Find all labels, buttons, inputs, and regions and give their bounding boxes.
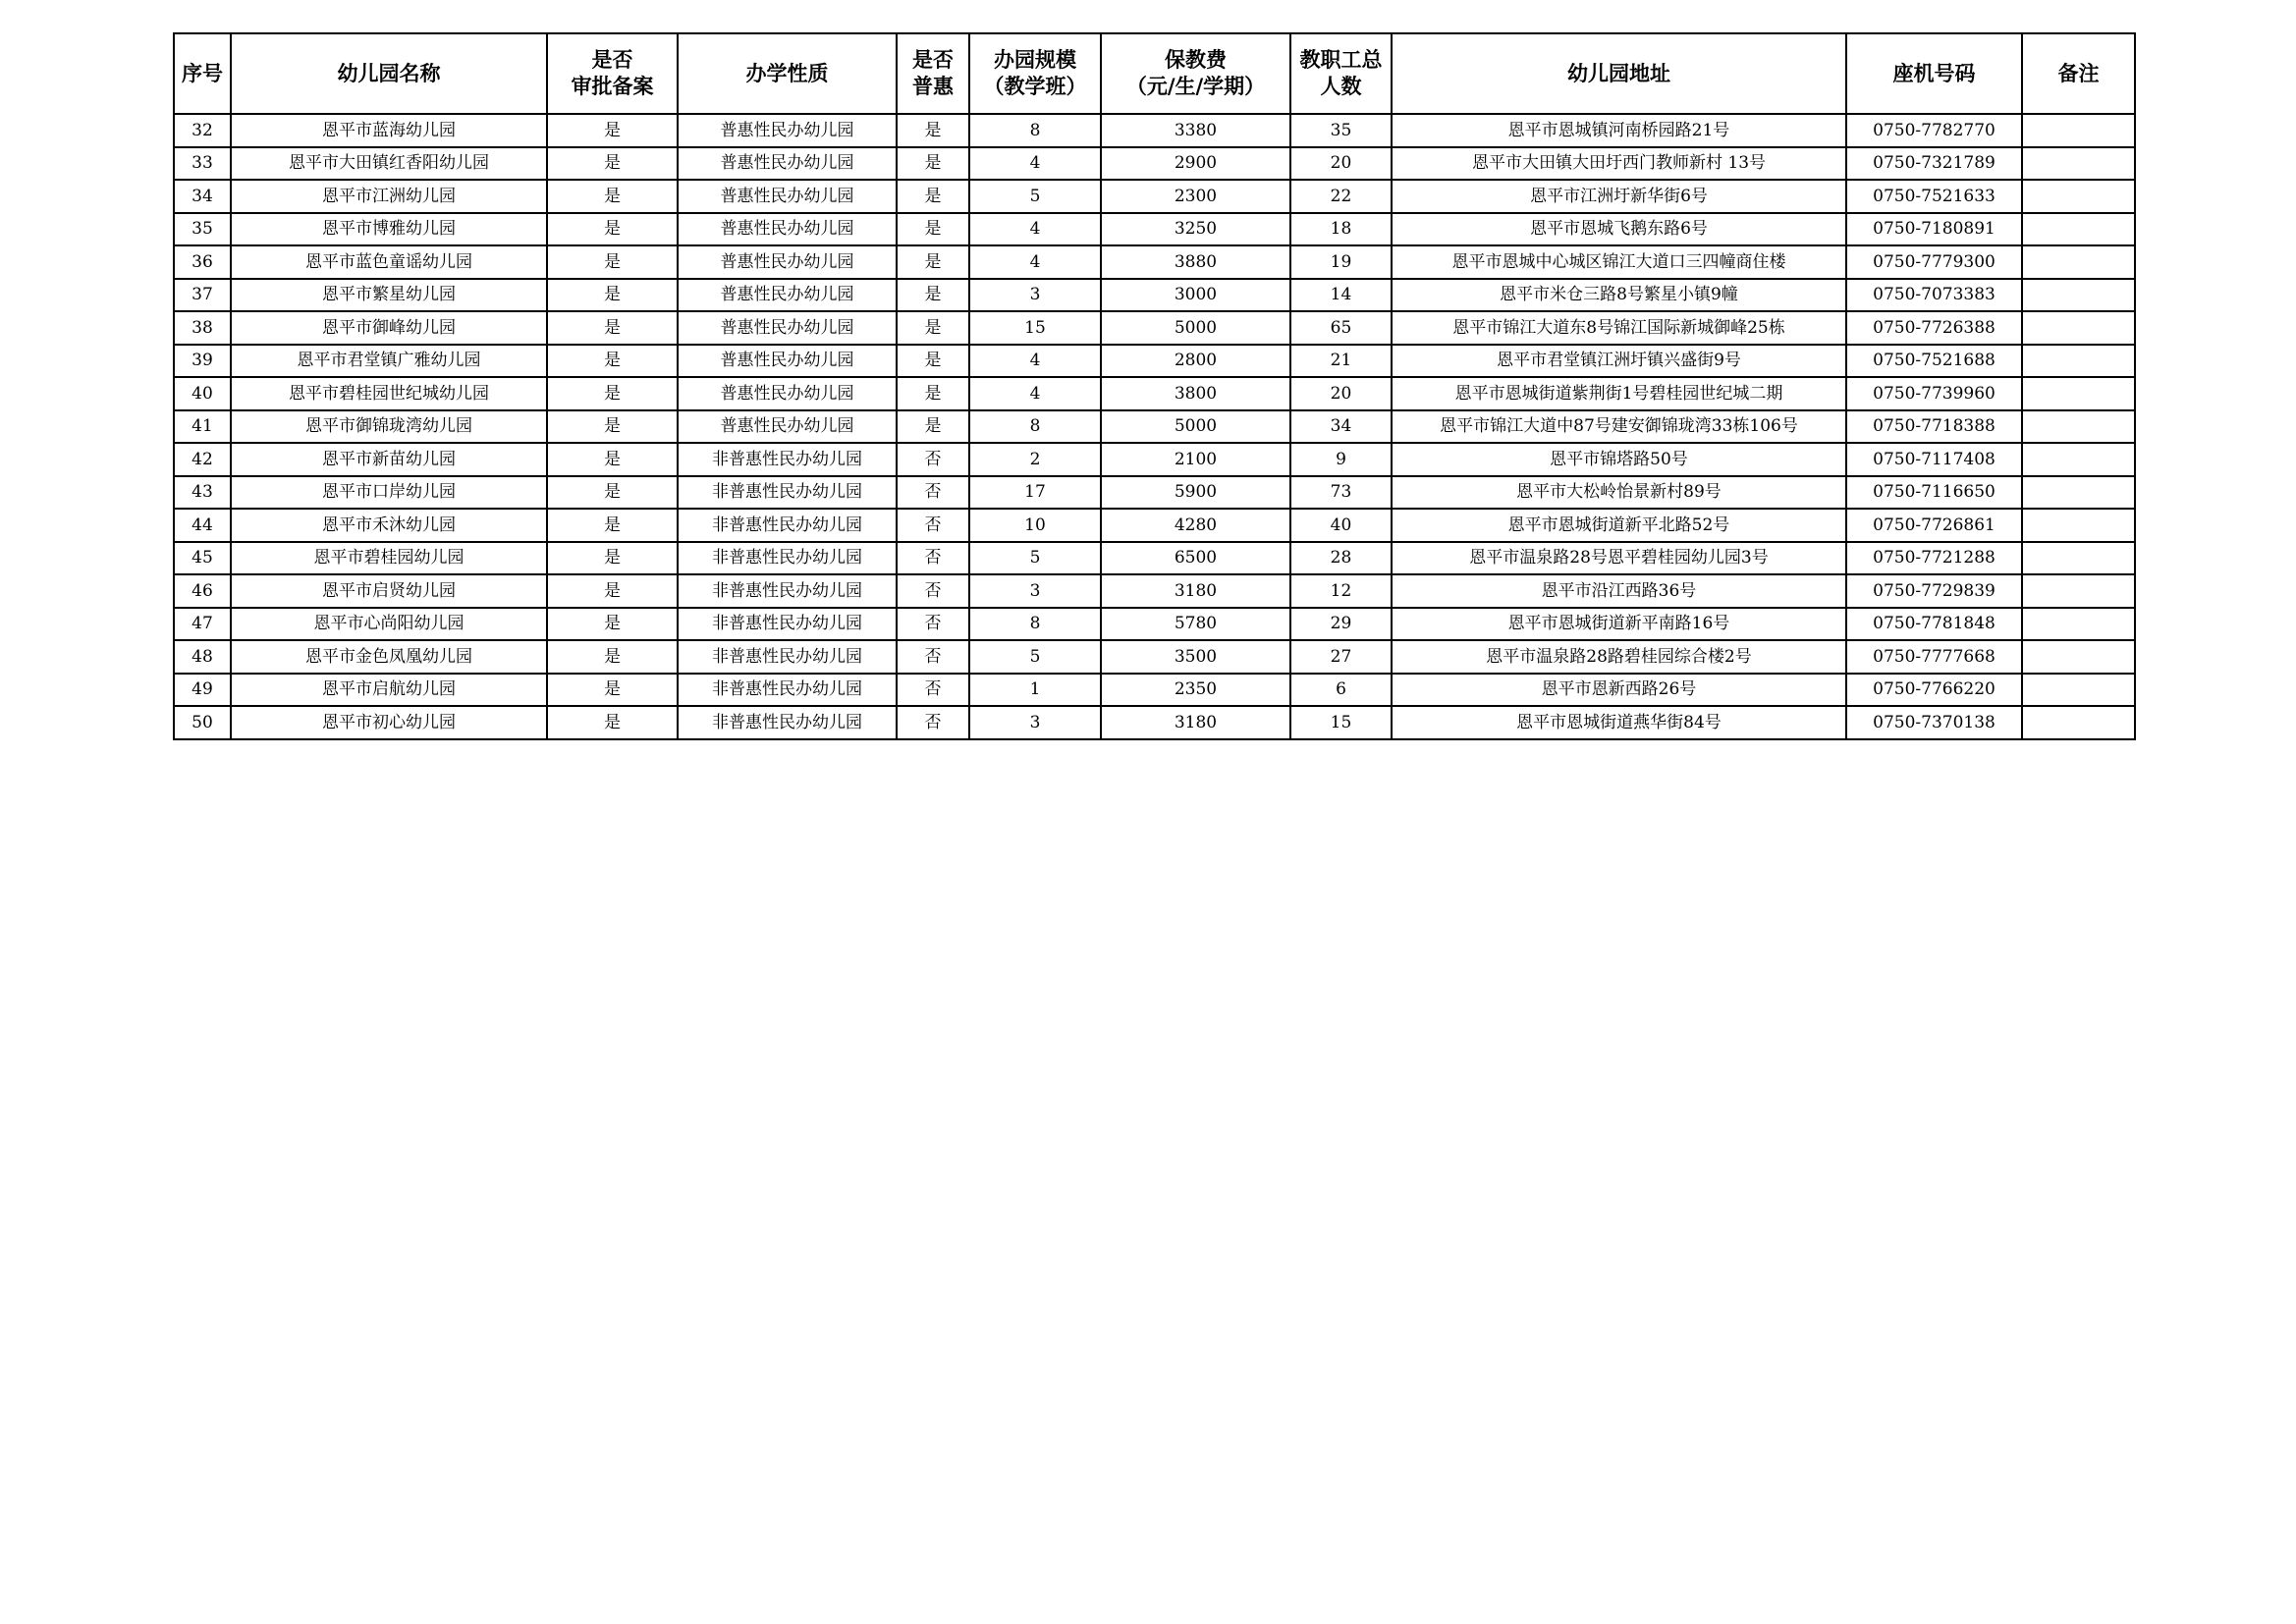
table-row bbox=[174, 640, 2135, 674]
cell-staff: 6 bbox=[1290, 674, 1392, 707]
table-row bbox=[174, 443, 2135, 476]
cell-approved: 是 bbox=[547, 608, 678, 641]
cell-phone: 0750-7777668 bbox=[1846, 640, 2022, 674]
cell-classes: 8 bbox=[969, 114, 1101, 147]
column-header-approved-line: 是否 bbox=[591, 48, 633, 72]
cell-name: 恩平市繁星幼儿园 bbox=[231, 279, 547, 312]
cell-inclusive: 否 bbox=[897, 443, 969, 476]
column-header-phone bbox=[1846, 33, 2022, 114]
cell-nature: 普惠性民办幼儿园 bbox=[678, 345, 897, 378]
cell-fee: 6500 bbox=[1101, 542, 1290, 575]
cell-address: 恩平市锦塔路50号 bbox=[1392, 443, 1846, 476]
cell-address: 恩平市锦江大道中87号建安御锦珑湾33栋106号 bbox=[1392, 410, 1846, 444]
cell-seq: 37 bbox=[174, 279, 231, 312]
table-row bbox=[174, 279, 2135, 312]
cell-address: 恩平市恩城镇河南桥园路21号 bbox=[1392, 114, 1846, 147]
column-header-seq bbox=[174, 33, 231, 114]
cell-fee: 2900 bbox=[1101, 147, 1290, 181]
cell-phone: 0750-7781848 bbox=[1846, 608, 2022, 641]
cell-nature: 普惠性民办幼儿园 bbox=[678, 410, 897, 444]
cell-approved: 是 bbox=[547, 114, 678, 147]
cell-classes: 5 bbox=[969, 640, 1101, 674]
cell-approved: 是 bbox=[547, 574, 678, 608]
cell-nature: 普惠性民办幼儿园 bbox=[678, 213, 897, 246]
cell-staff: 27 bbox=[1290, 640, 1392, 674]
cell-staff: 19 bbox=[1290, 245, 1392, 279]
cell-fee: 5000 bbox=[1101, 311, 1290, 345]
cell-staff: 12 bbox=[1290, 574, 1392, 608]
cell-seq: 33 bbox=[174, 147, 231, 181]
cell-fee: 3180 bbox=[1101, 574, 1290, 608]
cell-phone: 0750-7521688 bbox=[1846, 345, 2022, 378]
cell-staff: 28 bbox=[1290, 542, 1392, 575]
cell-remark bbox=[2022, 509, 2135, 542]
cell-phone: 0750-7321789 bbox=[1846, 147, 2022, 181]
cell-fee: 4280 bbox=[1101, 509, 1290, 542]
cell-address: 恩平市大松岭怡景新村89号 bbox=[1392, 476, 1846, 510]
cell-staff: 20 bbox=[1290, 377, 1392, 410]
cell-fee: 3000 bbox=[1101, 279, 1290, 312]
cell-inclusive: 是 bbox=[897, 213, 969, 246]
cell-staff: 73 bbox=[1290, 476, 1392, 510]
cell-phone: 0750-7718388 bbox=[1846, 410, 2022, 444]
cell-name: 恩平市蓝色童谣幼儿园 bbox=[231, 245, 547, 279]
column-header-classes bbox=[969, 33, 1101, 114]
column-header-approved-line: 审批备案 bbox=[571, 75, 654, 98]
cell-nature: 普惠性民办幼儿园 bbox=[678, 245, 897, 279]
cell-address: 恩平市恩城飞鹅东路6号 bbox=[1392, 213, 1846, 246]
cell-staff: 65 bbox=[1290, 311, 1392, 345]
cell-phone: 0750-7782770 bbox=[1846, 114, 2022, 147]
cell-phone: 0750-7726388 bbox=[1846, 311, 2022, 345]
cell-phone: 0750-7073383 bbox=[1846, 279, 2022, 312]
cell-remark bbox=[2022, 180, 2135, 213]
cell-approved: 是 bbox=[547, 245, 678, 279]
cell-address: 恩平市恩城街道新平南路16号 bbox=[1392, 608, 1846, 641]
cell-name: 恩平市君堂镇广雅幼儿园 bbox=[231, 345, 547, 378]
cell-seq: 34 bbox=[174, 180, 231, 213]
cell-phone: 0750-7766220 bbox=[1846, 674, 2022, 707]
cell-inclusive: 是 bbox=[897, 311, 969, 345]
table-row bbox=[174, 345, 2135, 378]
cell-name: 恩平市大田镇红香阳幼儿园 bbox=[231, 147, 547, 181]
cell-fee: 5900 bbox=[1101, 476, 1290, 510]
cell-inclusive: 是 bbox=[897, 147, 969, 181]
cell-staff: 21 bbox=[1290, 345, 1392, 378]
cell-nature: 普惠性民办幼儿园 bbox=[678, 114, 897, 147]
column-header-inclusive bbox=[897, 33, 969, 114]
cell-address: 恩平市米仓三路8号繁星小镇9幢 bbox=[1392, 279, 1846, 312]
cell-approved: 是 bbox=[547, 279, 678, 312]
table-row bbox=[174, 311, 2135, 345]
column-header-remark-line: 备注 bbox=[2057, 61, 2100, 85]
cell-name: 恩平市禾沐幼儿园 bbox=[231, 509, 547, 542]
cell-name: 恩平市新苗幼儿园 bbox=[231, 443, 547, 476]
cell-inclusive: 否 bbox=[897, 706, 969, 739]
cell-nature: 非普惠性民办幼儿园 bbox=[678, 674, 897, 707]
cell-seq: 38 bbox=[174, 311, 231, 345]
cell-fee: 2100 bbox=[1101, 443, 1290, 476]
cell-fee: 3500 bbox=[1101, 640, 1290, 674]
cell-staff: 35 bbox=[1290, 114, 1392, 147]
cell-approved: 是 bbox=[547, 147, 678, 181]
cell-remark bbox=[2022, 377, 2135, 410]
cell-remark bbox=[2022, 706, 2135, 739]
cell-nature: 普惠性民办幼儿园 bbox=[678, 377, 897, 410]
cell-approved: 是 bbox=[547, 476, 678, 510]
cell-classes: 3 bbox=[969, 574, 1101, 608]
cell-name: 恩平市碧桂园世纪城幼儿园 bbox=[231, 377, 547, 410]
column-header-address bbox=[1392, 33, 1846, 114]
cell-approved: 是 bbox=[547, 377, 678, 410]
cell-classes: 4 bbox=[969, 377, 1101, 410]
cell-classes: 10 bbox=[969, 509, 1101, 542]
cell-fee: 5000 bbox=[1101, 410, 1290, 444]
cell-classes: 5 bbox=[969, 180, 1101, 213]
column-header-fee-line: （元/生/学期） bbox=[1125, 75, 1266, 98]
cell-nature: 普惠性民办幼儿园 bbox=[678, 279, 897, 312]
column-header-approved bbox=[547, 33, 678, 114]
cell-staff: 34 bbox=[1290, 410, 1392, 444]
cell-nature: 非普惠性民办幼儿园 bbox=[678, 443, 897, 476]
cell-inclusive: 是 bbox=[897, 279, 969, 312]
column-header-name-line: 幼儿园名称 bbox=[337, 61, 441, 85]
cell-fee: 3250 bbox=[1101, 213, 1290, 246]
cell-classes: 15 bbox=[969, 311, 1101, 345]
cell-staff: 14 bbox=[1290, 279, 1392, 312]
cell-seq: 50 bbox=[174, 706, 231, 739]
cell-nature: 非普惠性民办幼儿园 bbox=[678, 509, 897, 542]
table-header bbox=[174, 33, 2135, 114]
cell-inclusive: 是 bbox=[897, 180, 969, 213]
cell-nature: 普惠性民办幼儿园 bbox=[678, 147, 897, 181]
cell-fee: 3380 bbox=[1101, 114, 1290, 147]
cell-inclusive: 否 bbox=[897, 640, 969, 674]
cell-fee: 2300 bbox=[1101, 180, 1290, 213]
cell-seq: 32 bbox=[174, 114, 231, 147]
cell-fee: 3880 bbox=[1101, 245, 1290, 279]
cell-inclusive: 是 bbox=[897, 245, 969, 279]
cell-nature: 非普惠性民办幼儿园 bbox=[678, 640, 897, 674]
cell-seq: 35 bbox=[174, 213, 231, 246]
table-row bbox=[174, 476, 2135, 510]
cell-staff: 22 bbox=[1290, 180, 1392, 213]
cell-classes: 4 bbox=[969, 245, 1101, 279]
column-header-staff-line: 教职工总 bbox=[1299, 48, 1383, 72]
table-row bbox=[174, 213, 2135, 246]
cell-staff: 9 bbox=[1290, 443, 1392, 476]
cell-address: 恩平市恩城街道紫荆街1号碧桂园世纪城二期 bbox=[1392, 377, 1846, 410]
cell-nature: 非普惠性民办幼儿园 bbox=[678, 574, 897, 608]
column-header-classes-line: 办园规模 bbox=[994, 48, 1076, 72]
cell-address: 恩平市锦江大道东8号锦江国际新城御峰25栋 bbox=[1392, 311, 1846, 345]
cell-classes: 4 bbox=[969, 345, 1101, 378]
column-header-nature-line: 办学性质 bbox=[745, 61, 829, 85]
column-header-address-line: 幼儿园地址 bbox=[1567, 61, 1670, 85]
cell-seq: 44 bbox=[174, 509, 231, 542]
cell-remark bbox=[2022, 443, 2135, 476]
cell-classes: 4 bbox=[969, 213, 1101, 246]
column-header-remark bbox=[2022, 33, 2135, 114]
cell-name: 恩平市口岸幼儿园 bbox=[231, 476, 547, 510]
cell-name: 恩平市初心幼儿园 bbox=[231, 706, 547, 739]
cell-seq: 42 bbox=[174, 443, 231, 476]
column-header-inclusive-line: 是否 bbox=[912, 48, 954, 72]
cell-inclusive: 是 bbox=[897, 410, 969, 444]
cell-address: 恩平市温泉路28路碧桂园综合楼2号 bbox=[1392, 640, 1846, 674]
cell-classes: 4 bbox=[969, 147, 1101, 181]
cell-staff: 40 bbox=[1290, 509, 1392, 542]
cell-staff: 15 bbox=[1290, 706, 1392, 739]
column-header-phone-line: 座机号码 bbox=[1892, 61, 1976, 85]
cell-name: 恩平市江洲幼儿园 bbox=[231, 180, 547, 213]
table-row bbox=[174, 245, 2135, 279]
cell-approved: 是 bbox=[547, 213, 678, 246]
cell-classes: 17 bbox=[969, 476, 1101, 510]
cell-phone: 0750-7729839 bbox=[1846, 574, 2022, 608]
cell-inclusive: 否 bbox=[897, 608, 969, 641]
cell-seq: 36 bbox=[174, 245, 231, 279]
cell-name: 恩平市蓝海幼儿园 bbox=[231, 114, 547, 147]
column-header-inclusive-line: 普惠 bbox=[912, 75, 954, 98]
cell-address: 恩平市恩城中心城区锦江大道口三四幢商住楼 bbox=[1392, 245, 1846, 279]
table-row bbox=[174, 674, 2135, 707]
cell-phone: 0750-7180891 bbox=[1846, 213, 2022, 246]
table-row bbox=[174, 114, 2135, 147]
table-row bbox=[174, 608, 2135, 641]
cell-seq: 46 bbox=[174, 574, 231, 608]
cell-address: 恩平市君堂镇江洲圩镇兴盛街9号 bbox=[1392, 345, 1846, 378]
cell-remark bbox=[2022, 640, 2135, 674]
cell-approved: 是 bbox=[547, 443, 678, 476]
cell-staff: 20 bbox=[1290, 147, 1392, 181]
cell-approved: 是 bbox=[547, 674, 678, 707]
cell-remark bbox=[2022, 147, 2135, 181]
cell-name: 恩平市启航幼儿园 bbox=[231, 674, 547, 707]
cell-remark bbox=[2022, 410, 2135, 444]
cell-nature: 普惠性民办幼儿园 bbox=[678, 180, 897, 213]
cell-seq: 39 bbox=[174, 345, 231, 378]
kindergarten-table bbox=[173, 32, 2136, 740]
header-row bbox=[174, 33, 2135, 114]
cell-remark bbox=[2022, 542, 2135, 575]
cell-approved: 是 bbox=[547, 706, 678, 739]
cell-seq: 45 bbox=[174, 542, 231, 575]
cell-phone: 0750-7721288 bbox=[1846, 542, 2022, 575]
cell-approved: 是 bbox=[547, 542, 678, 575]
cell-name: 恩平市御锦珑湾幼儿园 bbox=[231, 410, 547, 444]
cell-seq: 40 bbox=[174, 377, 231, 410]
cell-phone: 0750-7117408 bbox=[1846, 443, 2022, 476]
cell-address: 恩平市温泉路28号恩平碧桂园幼儿园3号 bbox=[1392, 542, 1846, 575]
cell-seq: 49 bbox=[174, 674, 231, 707]
table-row bbox=[174, 509, 2135, 542]
cell-inclusive: 否 bbox=[897, 509, 969, 542]
cell-address: 恩平市恩城街道燕华街84号 bbox=[1392, 706, 1846, 739]
cell-remark bbox=[2022, 279, 2135, 312]
table-row bbox=[174, 574, 2135, 608]
cell-address: 恩平市大田镇大田圩西门教师新村 13号 bbox=[1392, 147, 1846, 181]
cell-approved: 是 bbox=[547, 345, 678, 378]
cell-name: 恩平市金色凤凰幼儿园 bbox=[231, 640, 547, 674]
cell-classes: 2 bbox=[969, 443, 1101, 476]
column-header-classes-line: （教学班） bbox=[983, 75, 1087, 98]
cell-inclusive: 否 bbox=[897, 476, 969, 510]
column-header-fee-line: 保教费 bbox=[1165, 48, 1227, 72]
cell-fee: 3180 bbox=[1101, 706, 1290, 739]
cell-name: 恩平市心尚阳幼儿园 bbox=[231, 608, 547, 641]
cell-inclusive: 是 bbox=[897, 114, 969, 147]
column-header-staff bbox=[1290, 33, 1392, 114]
cell-fee: 5780 bbox=[1101, 608, 1290, 641]
cell-classes: 1 bbox=[969, 674, 1101, 707]
cell-inclusive: 否 bbox=[897, 574, 969, 608]
cell-phone: 0750-7779300 bbox=[1846, 245, 2022, 279]
cell-remark bbox=[2022, 245, 2135, 279]
cell-remark bbox=[2022, 311, 2135, 345]
cell-address: 恩平市恩新西路26号 bbox=[1392, 674, 1846, 707]
cell-remark bbox=[2022, 674, 2135, 707]
cell-classes: 3 bbox=[969, 279, 1101, 312]
cell-remark bbox=[2022, 608, 2135, 641]
cell-staff: 29 bbox=[1290, 608, 1392, 641]
cell-remark bbox=[2022, 476, 2135, 510]
table-row bbox=[174, 377, 2135, 410]
cell-phone: 0750-7116650 bbox=[1846, 476, 2022, 510]
cell-classes: 5 bbox=[969, 542, 1101, 575]
cell-classes: 8 bbox=[969, 608, 1101, 641]
cell-name: 恩平市御峰幼儿园 bbox=[231, 311, 547, 345]
cell-inclusive: 是 bbox=[897, 345, 969, 378]
cell-seq: 48 bbox=[174, 640, 231, 674]
cell-phone: 0750-7739960 bbox=[1846, 377, 2022, 410]
cell-fee: 2350 bbox=[1101, 674, 1290, 707]
column-header-staff-line: 人数 bbox=[1320, 75, 1362, 98]
cell-phone: 0750-7521633 bbox=[1846, 180, 2022, 213]
cell-remark bbox=[2022, 114, 2135, 147]
cell-phone: 0750-7370138 bbox=[1846, 706, 2022, 739]
table-row bbox=[174, 542, 2135, 575]
cell-seq: 47 bbox=[174, 608, 231, 641]
cell-nature: 非普惠性民办幼儿园 bbox=[678, 542, 897, 575]
cell-address: 恩平市沿江西路36号 bbox=[1392, 574, 1846, 608]
cell-remark bbox=[2022, 574, 2135, 608]
cell-nature: 普惠性民办幼儿园 bbox=[678, 311, 897, 345]
cell-address: 恩平市江洲圩新华街6号 bbox=[1392, 180, 1846, 213]
cell-inclusive: 否 bbox=[897, 542, 969, 575]
cell-fee: 2800 bbox=[1101, 345, 1290, 378]
cell-classes: 8 bbox=[969, 410, 1101, 444]
cell-inclusive: 否 bbox=[897, 674, 969, 707]
table-body bbox=[174, 114, 2135, 739]
cell-address: 恩平市恩城街道新平北路52号 bbox=[1392, 509, 1846, 542]
cell-phone: 0750-7726861 bbox=[1846, 509, 2022, 542]
column-header-nature bbox=[678, 33, 897, 114]
cell-seq: 43 bbox=[174, 476, 231, 510]
table-row bbox=[174, 410, 2135, 444]
cell-approved: 是 bbox=[547, 640, 678, 674]
cell-approved: 是 bbox=[547, 311, 678, 345]
column-header-seq-line: 序号 bbox=[182, 61, 223, 85]
cell-staff: 18 bbox=[1290, 213, 1392, 246]
cell-fee: 3800 bbox=[1101, 377, 1290, 410]
table-row bbox=[174, 706, 2135, 739]
cell-approved: 是 bbox=[547, 509, 678, 542]
column-header-name bbox=[231, 33, 547, 114]
cell-approved: 是 bbox=[547, 180, 678, 213]
table-row bbox=[174, 180, 2135, 213]
cell-classes: 3 bbox=[969, 706, 1101, 739]
cell-remark bbox=[2022, 345, 2135, 378]
cell-nature: 非普惠性民办幼儿园 bbox=[678, 608, 897, 641]
cell-remark bbox=[2022, 213, 2135, 246]
cell-name: 恩平市碧桂园幼儿园 bbox=[231, 542, 547, 575]
cell-nature: 非普惠性民办幼儿园 bbox=[678, 706, 897, 739]
cell-inclusive: 是 bbox=[897, 377, 969, 410]
cell-name: 恩平市博雅幼儿园 bbox=[231, 213, 547, 246]
cell-seq: 41 bbox=[174, 410, 231, 444]
column-header-fee bbox=[1101, 33, 1290, 114]
cell-name: 恩平市启贤幼儿园 bbox=[231, 574, 547, 608]
cell-nature: 非普惠性民办幼儿园 bbox=[678, 476, 897, 510]
table-row bbox=[174, 147, 2135, 181]
cell-approved: 是 bbox=[547, 410, 678, 444]
